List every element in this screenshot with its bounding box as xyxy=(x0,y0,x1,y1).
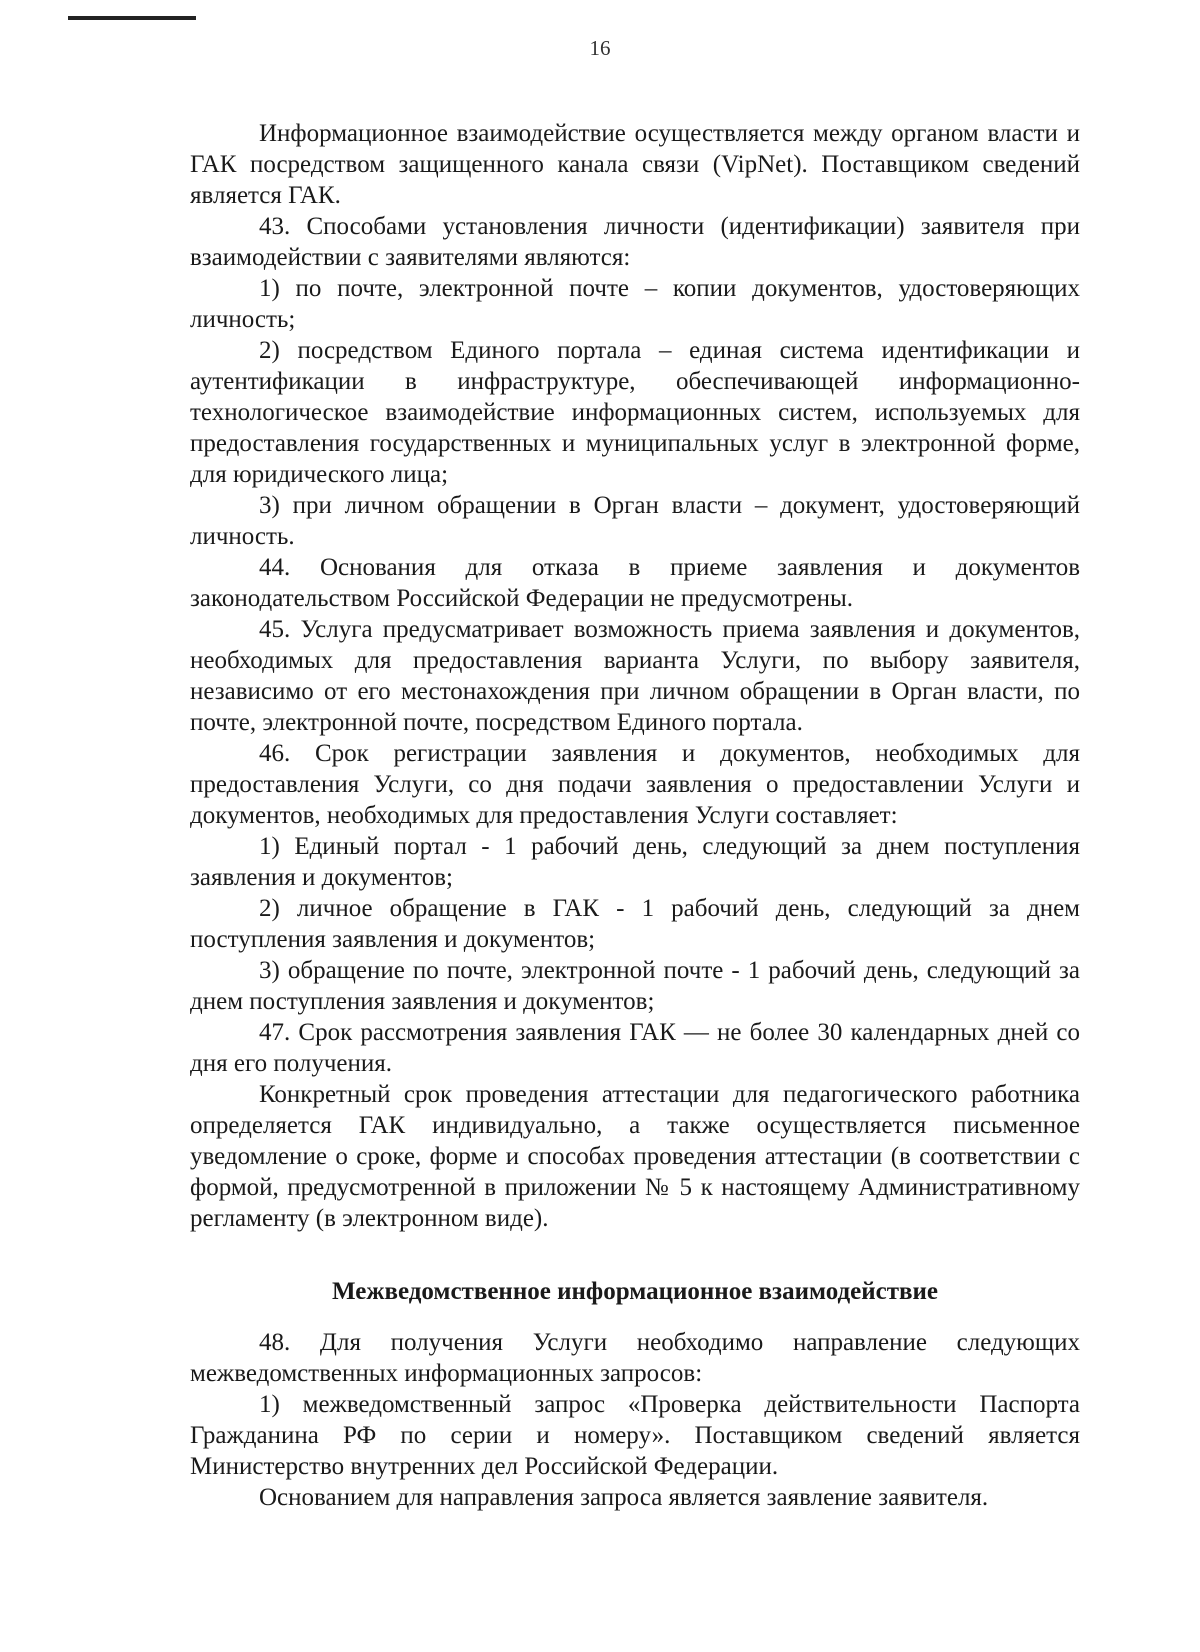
list-item: 3) обращение по почте, электронной почте - 1 рабочий день, следующий за днем поступления заявления и документов; xyxy=(190,957,1080,1015)
paragraph: 44. Основания для отказа в приеме заявления и документов законодательством Российской Федерации не предусмотрены. xyxy=(190,554,1080,612)
list-item: 1) межведомственный запрос «Проверка действительности Паспорта Гражданина РФ по серии и номеру». Поставщиком сведений является Министерство внутренних дел Российской Федерации. xyxy=(190,1391,1080,1480)
list-item: 1) Единый портал - 1 рабочий день, следующий за днем поступления заявления и документов; xyxy=(190,833,1080,891)
paragraph: 43. Способами установления личности (идентификации) заявителя при взаимодействии с заявителями являются: xyxy=(190,213,1080,271)
list-item: 2) личное обращение в ГАК - 1 рабочий день, следующий за днем поступления заявления и документов; xyxy=(190,895,1080,953)
paragraph: Основанием для направления запроса является заявление заявителя. xyxy=(259,1484,989,1511)
section-heading: Межведомственное информационное взаимодействие xyxy=(332,1278,938,1305)
list-item: 3) при личном обращении в Орган власти – документ, удостоверяющий личность. xyxy=(190,492,1080,550)
paragraph: 47. Срок рассмотрения заявления ГАК — не более 30 календарных дней со дня его получения. xyxy=(190,1019,1080,1077)
paragraph: Информационное взаимодействие осуществляется между органом власти и ГАК посредством защищенного канала связи (VipNet). Поставщиком сведений является ГАК. xyxy=(190,120,1080,209)
page-number: 16 xyxy=(589,36,611,60)
paragraph: 45. Услуга предусматривает возможность приема заявления и документов, необходимых для предоставления варианта Услуги, по выбору заявителя, независимо от его местонахождения при личном обращении в Орган власти, по почте, электронной почте, посредством Единого портала. xyxy=(190,616,1080,736)
paragraph: 48. Для получения Услуги необходимо направление следующих межведомственных информационных запросов: xyxy=(190,1329,1080,1387)
scan-corner-mark xyxy=(68,16,196,20)
paragraph: Конкретный срок проведения аттестации для педагогического работника определяется ГАК индивидуально, а также осуществляется письменное уведомление о сроке, форме и способах проведения аттестации (в соответствии с формой, предусмотренной в приложении № 5 к настоящему Административному регламенту (в электронном виде). xyxy=(190,1081,1080,1232)
document-body xyxy=(190,118,1080,1513)
list-item: 2) посредством Единого портала – единая система идентификации и аутентификации в инфраструктуре, обеспечивающей информационно-технологическое взаимодействие информационных систем, используемых для предоставления государственных и муниципальных услуг в электронной форме, для юридического лица; xyxy=(190,337,1080,488)
paragraph: 46. Срок регистрации заявления и документов, необходимых для предоставления Услуги, со дня подачи заявления о предоставлении Услуги и документов, необходимых для предоставления Услуги составляет: xyxy=(190,740,1080,829)
list-item: 1) по почте, электронной почте – копии документов, удостоверяющих личность; xyxy=(190,275,1080,333)
